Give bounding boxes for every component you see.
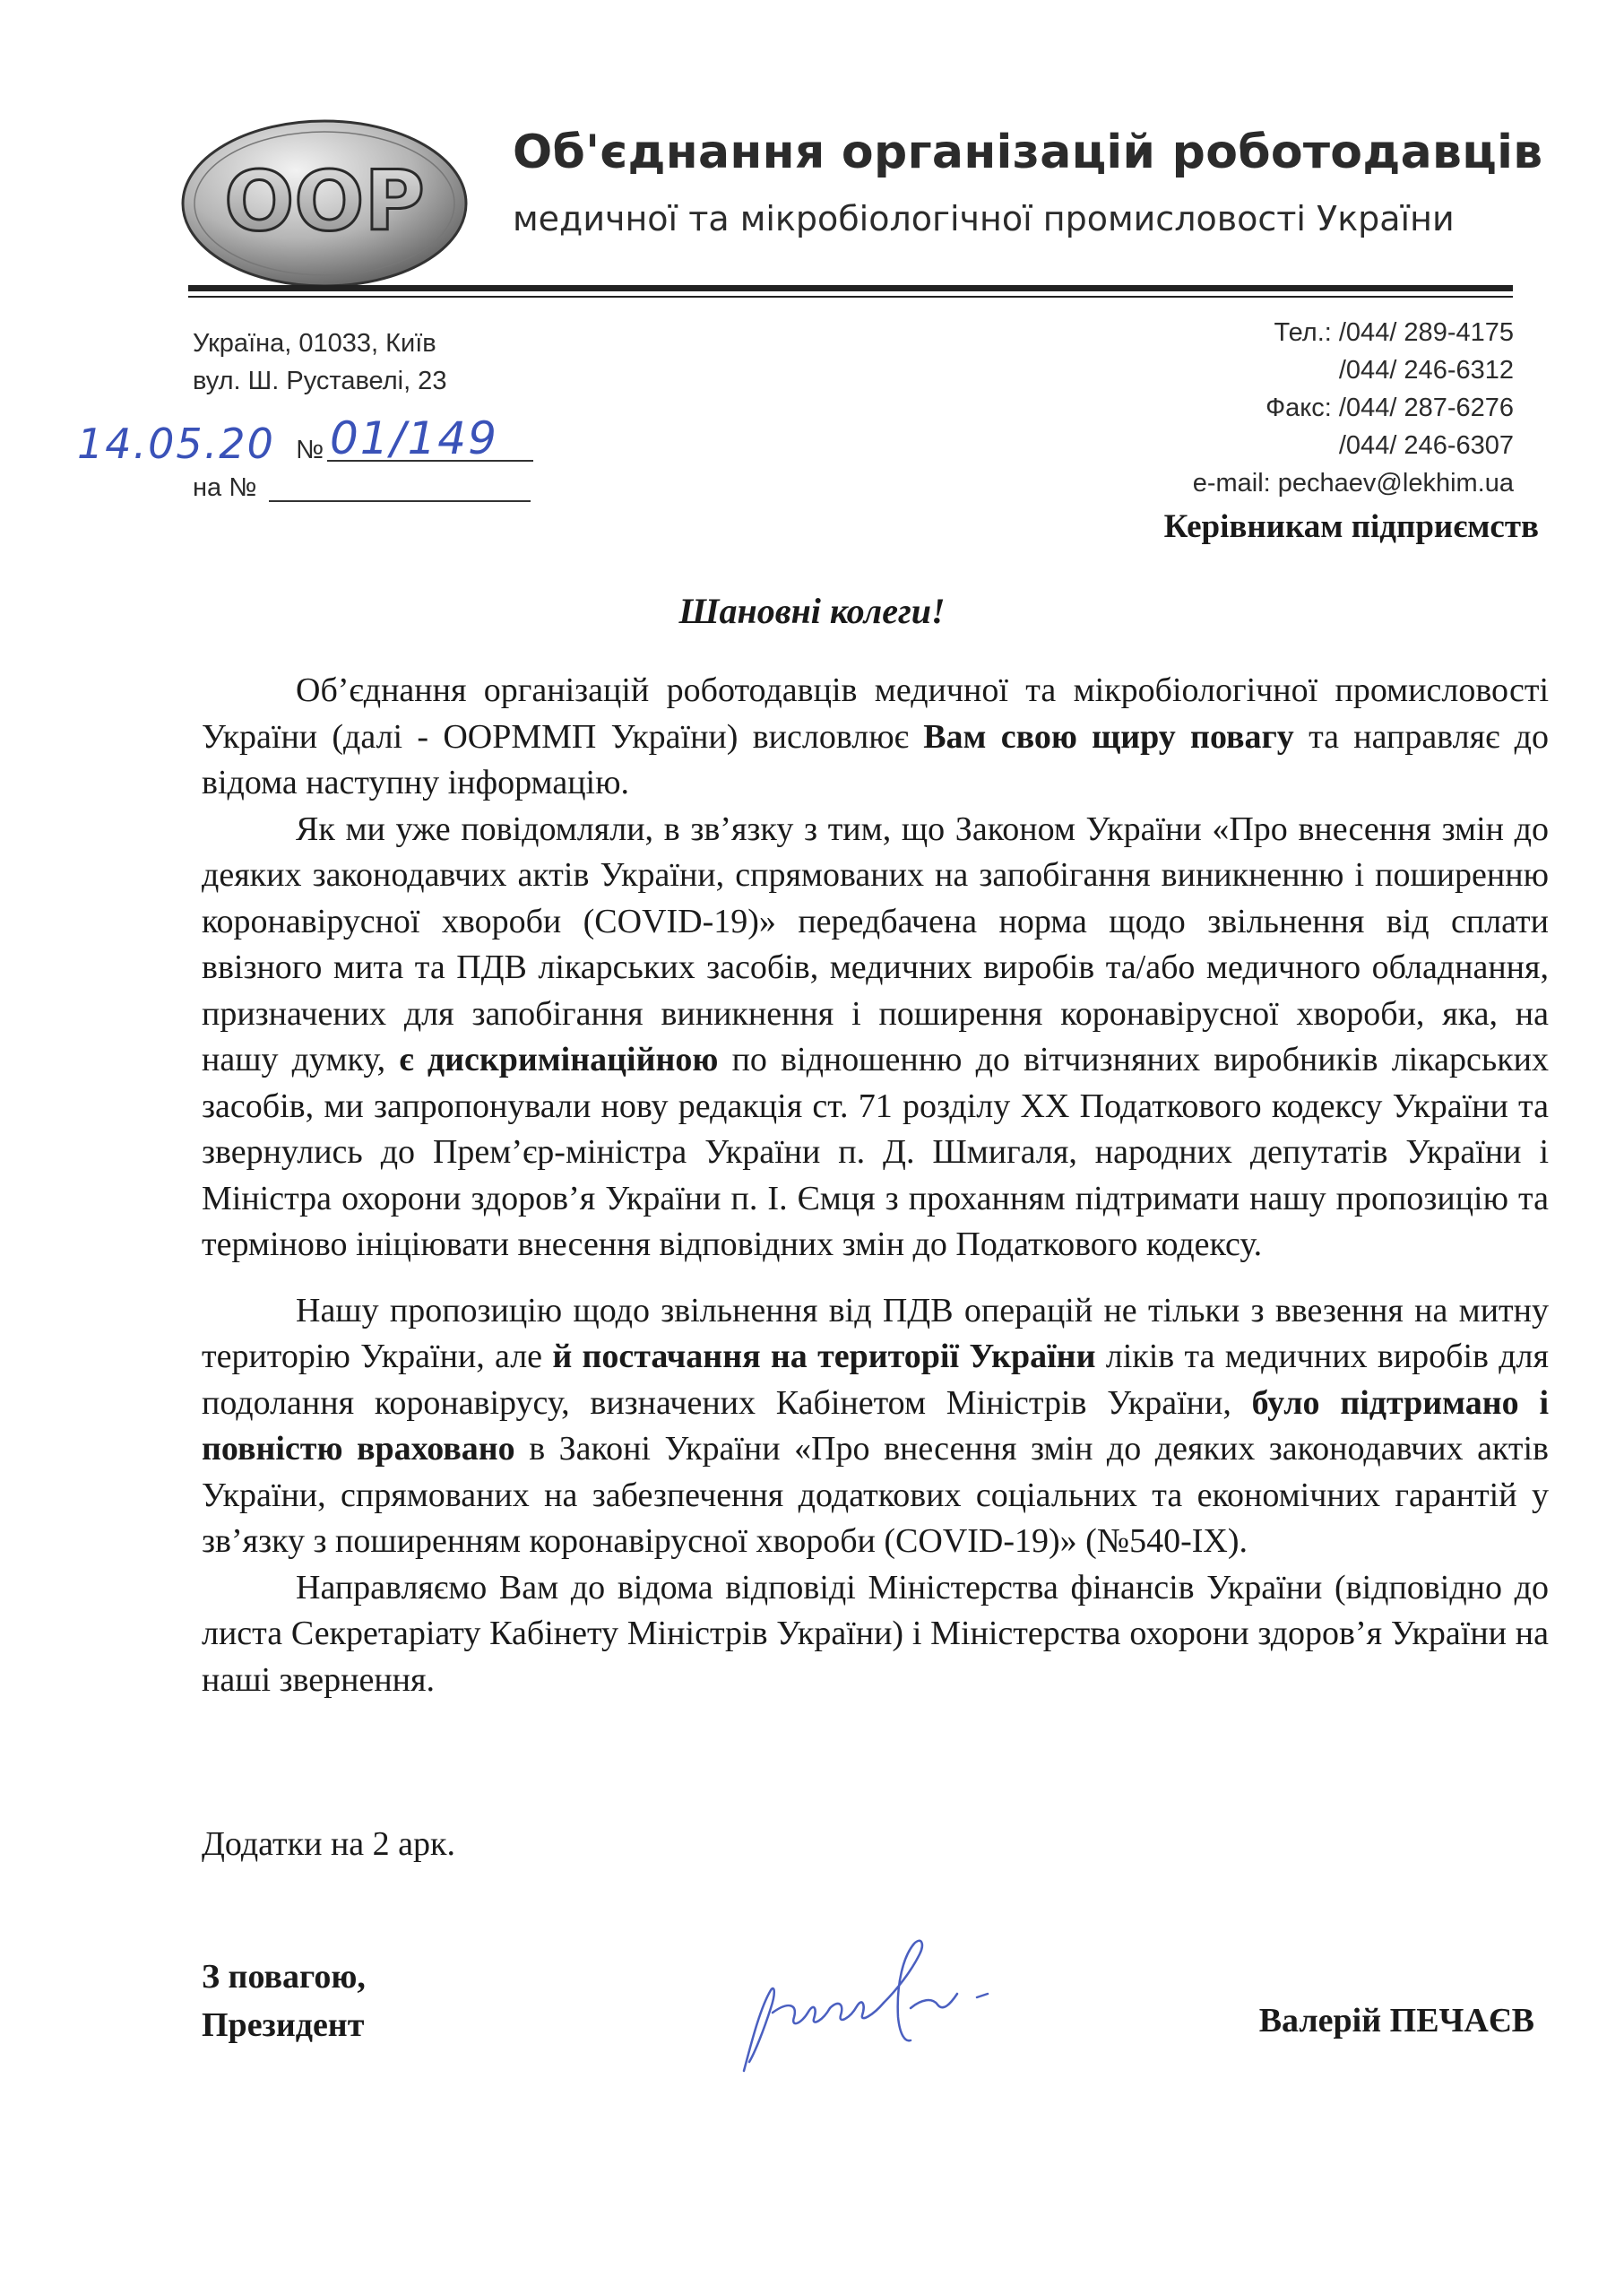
header-rule-thin	[188, 296, 1513, 298]
paragraph-1: Об’єднання організацій роботодавців медичної та мікробіологічної промисловості України (далі - ООРММП України) висловлює Вам свою щиру повагу та направляє до відома наступну інформацію.	[202, 671, 1549, 801]
letter-body	[202, 668, 1549, 1703]
paragraph-3: Нашу пропозицію щодо звільнення від ПДВ операцій не тільки з ввезення на митну територію України, але й постачання на території України ліків та медичних виробів для подолання коронавірусу, визначених Кабінетом Міністрів України, було підтримано і повністю враховано в Законі України «Про внесення змін до деяких законодавчих актів України, спрямованих на забезпечення додаткових соціальних та економічних гарантій у зв’язку з поширенням коронавірусної хвороби (COVID-19)» (№540-IX).	[202, 1291, 1549, 1560]
incoming-number-label: на №	[193, 473, 257, 502]
handwritten-signature	[708, 1918, 1049, 2080]
handwritten-date: 14.05.20	[77, 420, 275, 468]
organization-logo	[179, 117, 471, 291]
outgoing-number-label: №	[296, 436, 324, 464]
closing-block	[202, 1953, 366, 2049]
phone-1: Тел.: /044/ 289-4175	[1274, 318, 1514, 347]
closing-position: Президент	[202, 2006, 365, 2044]
logo-text: ООР	[224, 153, 425, 249]
organization-title: Об'єднання організацій роботодавців	[513, 126, 1543, 179]
signer-name: Валерій ПЕЧАЄВ	[1258, 2002, 1534, 2040]
handwritten-number: 01/149	[330, 412, 498, 464]
incoming-number-underline	[269, 500, 531, 502]
fax-1: Факс: /044/ 287-6276	[1266, 394, 1514, 422]
phone-2: /044/ 246-6312	[1338, 356, 1514, 385]
paragraph-4: Направляємо Вам до відома відповіді Міністерства фінансів України (відповідно до листа Секретаріату Кабінету Міністрів України) і Міністерства охорони здоров’я України на наші звернення.	[202, 1568, 1549, 1699]
paragraph-2: Як ми уже повідомляли, в зв’язку з тим, що Законом України «Про внесення змін до деяких законодавчих актів України, спрямованих на запобігання виникненню і поширенню коронавірусної хвороби (COVID-19)» передбачена норма щодо звільнення від сплати ввізного мита та ПДВ лікарських засобів, медичних виробів та/або медичного обладнання, призначених для запобігання виникнення і поширення коронавірусної хвороби, яка, на нашу думку, є дискримінаційною по відношенню до вітчизняних виробників лікарських засобів, ми запропонували нову редакція ст. 71 розділу XX Податкового кодексу України та звернулись до Прем’єр-міністра України п. Д. Шмигаля, народних депутатів України і Міністра охорони здоров’я України п. І. Ємця з проханням підтримати нашу пропозицію та терміново ініціювати внесення відповідних змін до Податкового кодексу.	[202, 810, 1549, 1263]
email: e-mail: pechaev@lekhim.ua	[1192, 469, 1514, 498]
organization-subtitle: медичної та мікробіологічної промисловості України	[513, 199, 1455, 238]
closing-regards: З повагою,	[202, 1958, 366, 1996]
address-line-1: Україна, 01033, Київ	[193, 329, 436, 358]
address-line-2: вул. Ш. Руставелі, 23	[193, 367, 447, 395]
salutation: Шановні колеги!	[678, 591, 946, 631]
header-rule-thick	[188, 285, 1513, 291]
addressee: Керівникам підприємств	[1163, 508, 1539, 545]
fax-2: /044/ 246-6307	[1338, 431, 1514, 460]
attachments-note: Додатки на 2 арк.	[202, 1825, 455, 1863]
